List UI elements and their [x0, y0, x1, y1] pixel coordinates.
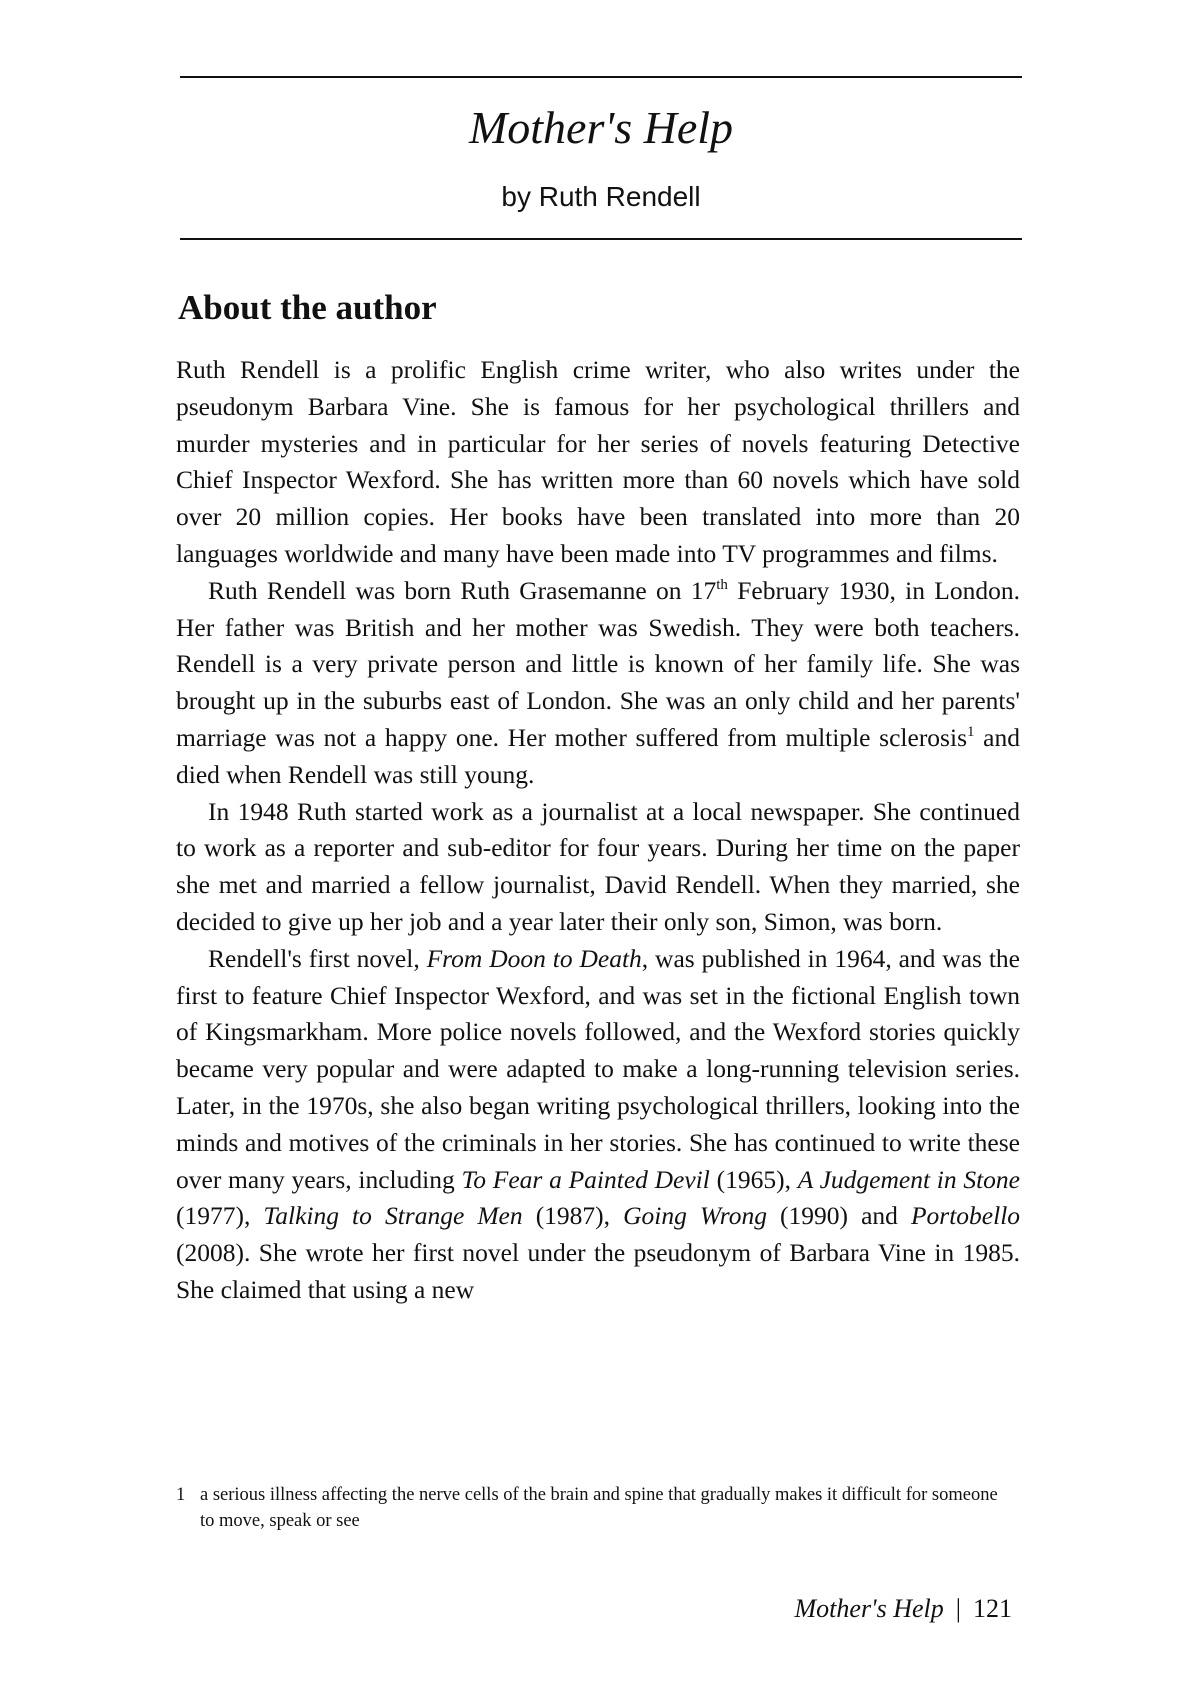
- paragraph-2-text-a: Ruth Rendell was born Ruth Grasemanne on 17: [208, 575, 717, 605]
- paragraph-4-text-d: (1977),: [176, 1201, 264, 1231]
- book-title-2: To Fear a Painted Devil: [461, 1164, 710, 1194]
- paragraph-4-text-g: (2008). She wrote her first novel under the pseudonym of Barbara Vine in 1985. She claimed that using a new: [176, 1238, 1020, 1304]
- footnote-text: a serious illness affecting the nerve cells of the brain and spine that gradually makes it difficult for someone to move, speak or see: [200, 1485, 998, 1531]
- book-title-1: From Doon to Death: [426, 943, 642, 973]
- paragraph-1: Ruth Rendell is a prolific English crime writer, who also writes under the pseudonym Barbara Vine. She is famous for her psychological thrillers and murder mysteries and in particular for her series of novels featuring Detective Chief Inspector Wexford. She has written more than 60 novels which have sold over 20 million copies. Her books have been translated into more than 20 languages worldwide and many have been made into TV programmes and films.: [176, 355, 1020, 568]
- book-title-3: A Judgement in Stone: [797, 1164, 1021, 1194]
- paragraph-4-text-b: , was published in 1964, and was the first to feature Chief Inspector Wexford, and was set in the fictional English town of Kingsmarkham. More police novels followed, and the Wexford stories quickly became very popular and were adapted to make a long-running television series. Later, in the 1970s, she also began writing psychological thrillers, looking into the minds and motives of the criminals in her stories. She has continued to write these over many years, including: [176, 943, 1020, 1194]
- top-rule: [180, 76, 1022, 78]
- book-title-6: Portobello: [910, 1201, 1021, 1231]
- paragraph-4-text-f: (1990) and: [766, 1201, 911, 1231]
- story-byline: by Ruth Rendell: [501, 181, 701, 212]
- footnote-reference: 1: [967, 723, 975, 740]
- paragraph-3: In 1948 Ruth started work as a journalist at a local newspaper. She continued to work as a reporter and sub-editor for four years. During her time on the paper she met and married a fellow journalist, David Rendell. When they married, she decided to give up her job and a year later their only son, Simon, was born.: [176, 796, 1020, 936]
- story-title: Mother's Help: [468, 102, 734, 153]
- paragraph-4: [176, 941, 1020, 1309]
- paragraph-2-text-b: February 1930, in London. Her father was British and her mother was Swedish. They were both teachers. Rendell is a very private person and little is known of her family life. She was brought up in the suburbs east of London. She was an only child and her parents' marriage was not a happy one. Her mother suffered from multiple sclerosis: [176, 575, 1020, 752]
- footnote: [176, 1482, 1016, 1534]
- footnote-number: 1: [176, 1485, 186, 1505]
- paragraph-4-text-e: (1987),: [522, 1201, 624, 1231]
- page-number: 121: [973, 1594, 1012, 1623]
- footer-separator: |: [955, 1594, 961, 1623]
- paragraph-2: [176, 573, 1020, 794]
- header-bottom-rule: [180, 238, 1022, 240]
- paragraph-2-text-c: and died when Rendell was still young.: [176, 722, 1020, 789]
- paragraph-4-text-a: Rendell's first novel,: [208, 943, 427, 973]
- page-footer: [640, 1593, 1012, 1625]
- section-heading: About the author: [178, 288, 437, 327]
- running-title: Mother's Help: [794, 1594, 944, 1623]
- book-title-4: Talking to Strange Men: [263, 1201, 523, 1231]
- ordinal-suffix: th: [716, 576, 728, 593]
- paragraph-4-text-c: (1965),: [709, 1164, 798, 1194]
- body-text: [176, 352, 1020, 1309]
- book-title-5: Going Wrong: [623, 1201, 767, 1231]
